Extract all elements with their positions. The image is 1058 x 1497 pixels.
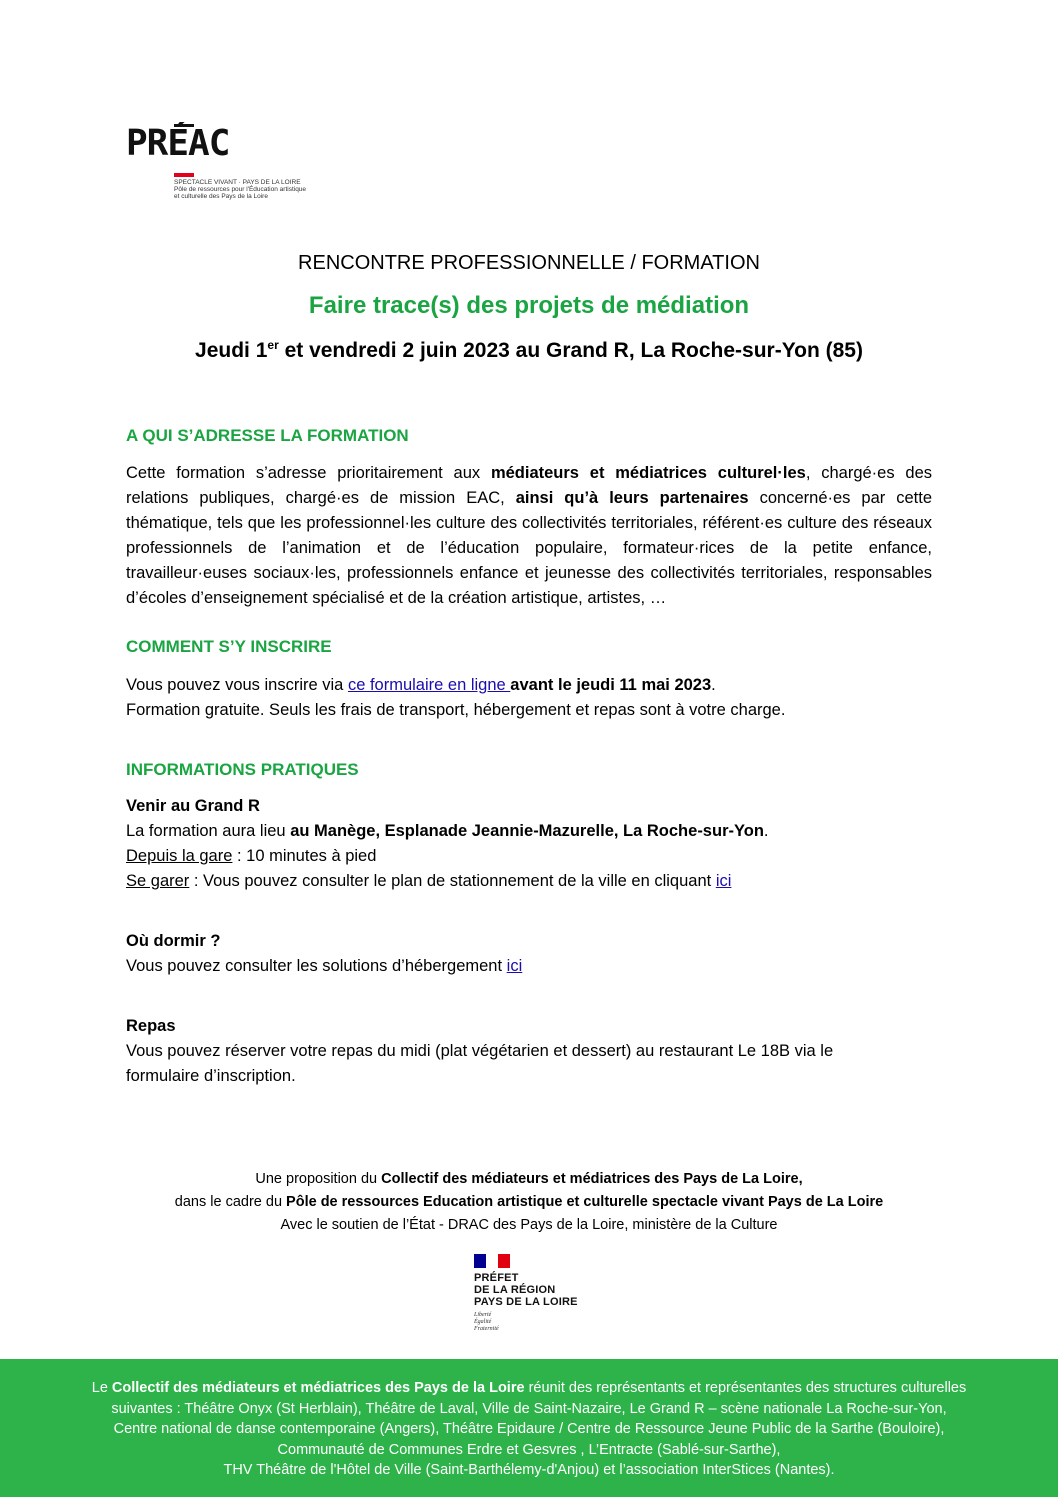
meal-block: Repas Vous pouvez réserver votre repas du midi (plat végétarien et dessert) au restaurant Le 18B via le formulaire d’inscription. bbox=[126, 1014, 906, 1089]
logo-red-bar bbox=[174, 173, 194, 177]
prefet-logo bbox=[460, 1254, 600, 1340]
event-title: Faire trace(s) des projets de médiation bbox=[308, 292, 750, 319]
venue-block: Venir au Grand R La formation aura lieu au Manège, Esplanade Jeannie-Mazurelle, La Roche-sur-Yon. Depuis la gare : 10 minutes à pied Se garer : Vous pouvez consulter le plan de stationnement de la ville en cliquant ici bbox=[126, 794, 932, 894]
audience-paragraph: Cette formation s’adresse prioritairement aux médiateurs et médiatrices culturel·les, chargé·es des relations publiques, chargé·es de mission EAC, ainsi qu’à leurs partenaires concerné·es par cette thématique, tels que les professionnel·les culture des collectivités territoriales, référent·es culture des réseaux professionnels de l’animation et de l’éducation populaire, formateur·rices de la petite enfance, travailleur·euses sociaux·les, professionnels enfance et jeunesse des collectivités territoriales, responsables d’écoles d’enseignement spécialisé et de la création artistique, artistes, … bbox=[126, 464, 933, 607]
practical-heading: INFORMATIONS PRATIQUES bbox=[126, 760, 359, 779]
meal-title: Repas bbox=[126, 1017, 176, 1035]
preac-logo bbox=[126, 124, 336, 200]
register-text: Vous pouvez vous inscrire via ce formulaire en ligne avant le jeudi 11 mai 2023. Formation gratuite. Seuls les frais de transport, hébergement et repas sont à votre charge. bbox=[126, 676, 786, 719]
logo-wordmark: PRÉAC bbox=[126, 123, 230, 164]
registration-form-link[interactable]: ce formulaire en ligne bbox=[347, 676, 511, 694]
sleep-title: Où dormir ? bbox=[126, 932, 221, 950]
prefet-text: PRÉFET DE LA RÉGION PAYS DE LA LOIRE bbox=[474, 1272, 578, 1308]
venue-title: Venir au Grand R bbox=[126, 797, 260, 815]
footer-banner: Le Collectif des médiateurs et médiatrices des Pays de la Loire réunit des représentants et représentantes des structures culturelles suivantes : Théâtre Onyx (St Herblain), Théâtre de Laval, Ville de Saint-Nazaire, Le Grand R – scène nationale La Roche-sur-Yon, Centre national de danse contemporaine (Angers), Théâtre Epidaure / Centre de Ressource Jeune Public de la Sarthe (Bouloire), Communauté de Communes Erdre et Gesvres , L’Entracte (Sablé-sur-Sarthe), THV Théâtre de l'Hôtel de Ville (Saint-Barthélemy-d'Anjou) et l’association InterStices (Nantes). bbox=[0, 1359, 1058, 1497]
french-flag-icon bbox=[474, 1254, 510, 1268]
parking-map-link[interactable]: ici bbox=[715, 872, 732, 890]
audience-heading: A QUI S’ADRESSE LA FORMATION bbox=[126, 426, 409, 445]
accommodation-link[interactable]: ici bbox=[506, 957, 523, 975]
credits: Une proposition du Collectif des médiateurs et médiatrices des Pays de La Loire, dans le cadre du Pôle de ressources Education artistique et culturelle spectacle vivant Pays de La Loire Avec le soutien de l’État - DRAC des Pays de la Loire, ministère de la Culture bbox=[174, 1171, 884, 1233]
register-heading: COMMENT S’Y INSCRIRE bbox=[126, 637, 332, 656]
sleep-block: Où dormir ? Vous pouvez consulter les solutions d’hébergement ici bbox=[126, 929, 932, 979]
logo-subtitle: SPECTACLE VIVANT · PAYS DE LA LOIRE Pôle de ressources pour l'Éducation artistique et culturelle des Pays de la Loire bbox=[174, 179, 307, 200]
event-kicker: RENCONTRE PROFESSIONNELLE / FORMATION bbox=[298, 252, 760, 274]
event-date: Jeudi 1er et vendredi 2 juin 2023 au Grand R, La Roche-sur-Yon (85) bbox=[195, 338, 863, 362]
republic-motto: Liberté Égalité Fraternité bbox=[474, 1312, 499, 1332]
